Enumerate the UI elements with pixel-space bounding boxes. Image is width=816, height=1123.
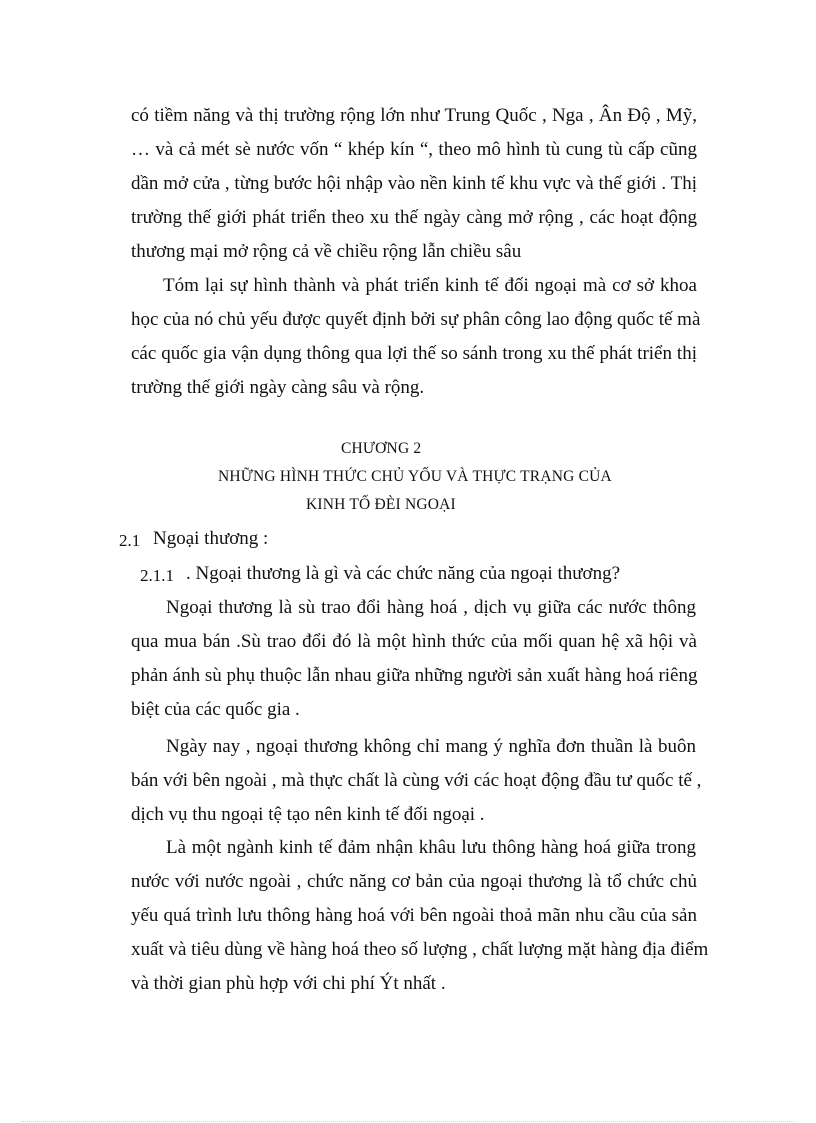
text-line: học của nó chủ yếu được quyết định bởi sự phân công lao động quốc tế mà bbox=[131, 309, 701, 330]
chapter-title-line1: NHỮNG HÌNH THỨC CHỦ YỐU VÀ THỰC TRẠNG CỦA bbox=[218, 468, 612, 485]
text-line: Ngoại thương là sù trao đổi hàng hoá , dịch vụ giữa các nước thông bbox=[166, 597, 696, 618]
text-line: Ngày nay , ngoại thương không chỉ mang ý nghĩa đơn thuần là buôn bbox=[166, 736, 696, 757]
section-number: 2.1 bbox=[119, 531, 141, 550]
text-line: biệt của các quốc gia . bbox=[131, 699, 300, 720]
text-line: … và cả mét sè nước vốn “ khép kín “, theo mô hình tù cung tù cấp cũng bbox=[131, 139, 697, 160]
text-line: nước với nước ngoài , chức năng cơ bản của ngoại thương là tổ chức chủ bbox=[131, 871, 697, 892]
text-line: và thời gian phù hợp với chi phí Ýt nhất . bbox=[131, 973, 446, 994]
text-line: thương mại mở rộng cả về chiều rộng lẫn chiều sâu bbox=[131, 241, 522, 262]
chapter-number: CHƯƠNG 2 bbox=[341, 440, 422, 457]
section-title: Ngoại thương : bbox=[153, 528, 269, 549]
text-line: dịch vụ thu ngoại tệ tạo nên kinh tế đối ngoại . bbox=[131, 804, 485, 825]
text-line: qua mua bán .Sù trao đổi đó là một hình thức của mối quan hệ xã hội và bbox=[131, 631, 697, 652]
text-line: trường thế giới phát triển theo xu thế ngày càng mở rộng , các hoạt động bbox=[131, 207, 697, 228]
page-bottom-divider bbox=[22, 1121, 794, 1122]
section-number: 2.1.1 bbox=[140, 566, 174, 585]
text-line: trường thế giới ngày càng sâu và rộng. bbox=[131, 377, 425, 398]
text-line: Là một ngành kinh tế đảm nhận khâu lưu thông hàng hoá giữa trong bbox=[166, 837, 696, 858]
text-line: bán với bên ngoài , mà thực chất là cùng với các hoạt động đầu tư quốc tế , bbox=[131, 770, 702, 791]
text-line: yếu quá trình lưu thông hàng hoá với bên ngoài thoả mãn nhu cầu của sản bbox=[131, 905, 697, 926]
text-line: có tiềm năng và thị trường rộng lớn như Trung Quốc , Nga , Ân Độ , Mỹ, bbox=[131, 105, 697, 126]
text-line: xuất và tiêu dùng về hàng hoá theo số lượng , chất lượng mặt hàng địa điểm bbox=[131, 939, 709, 960]
text-line: phản ánh sù phụ thuộc lẫn nhau giữa những người sản xuất hàng hoá riêng bbox=[131, 665, 698, 686]
chapter-title-line2: KINH TỐ ĐÈI NGOẠI bbox=[306, 496, 456, 513]
section-title: . Ngoại thương là gì và các chức năng của ngoại thương? bbox=[186, 563, 621, 584]
text-line: dần mở cửa , từng bước hội nhập vào nền kinh tế khu vực và thế giới . Thị bbox=[131, 173, 697, 194]
text-line: Tóm lại sự hình thành và phát triển kinh tế đối ngoại mà cơ sở khoa bbox=[163, 275, 697, 296]
text-line: các quốc gia vận dụng thông qua lợi thế so sánh trong xu thế phát triển thị bbox=[131, 343, 697, 364]
